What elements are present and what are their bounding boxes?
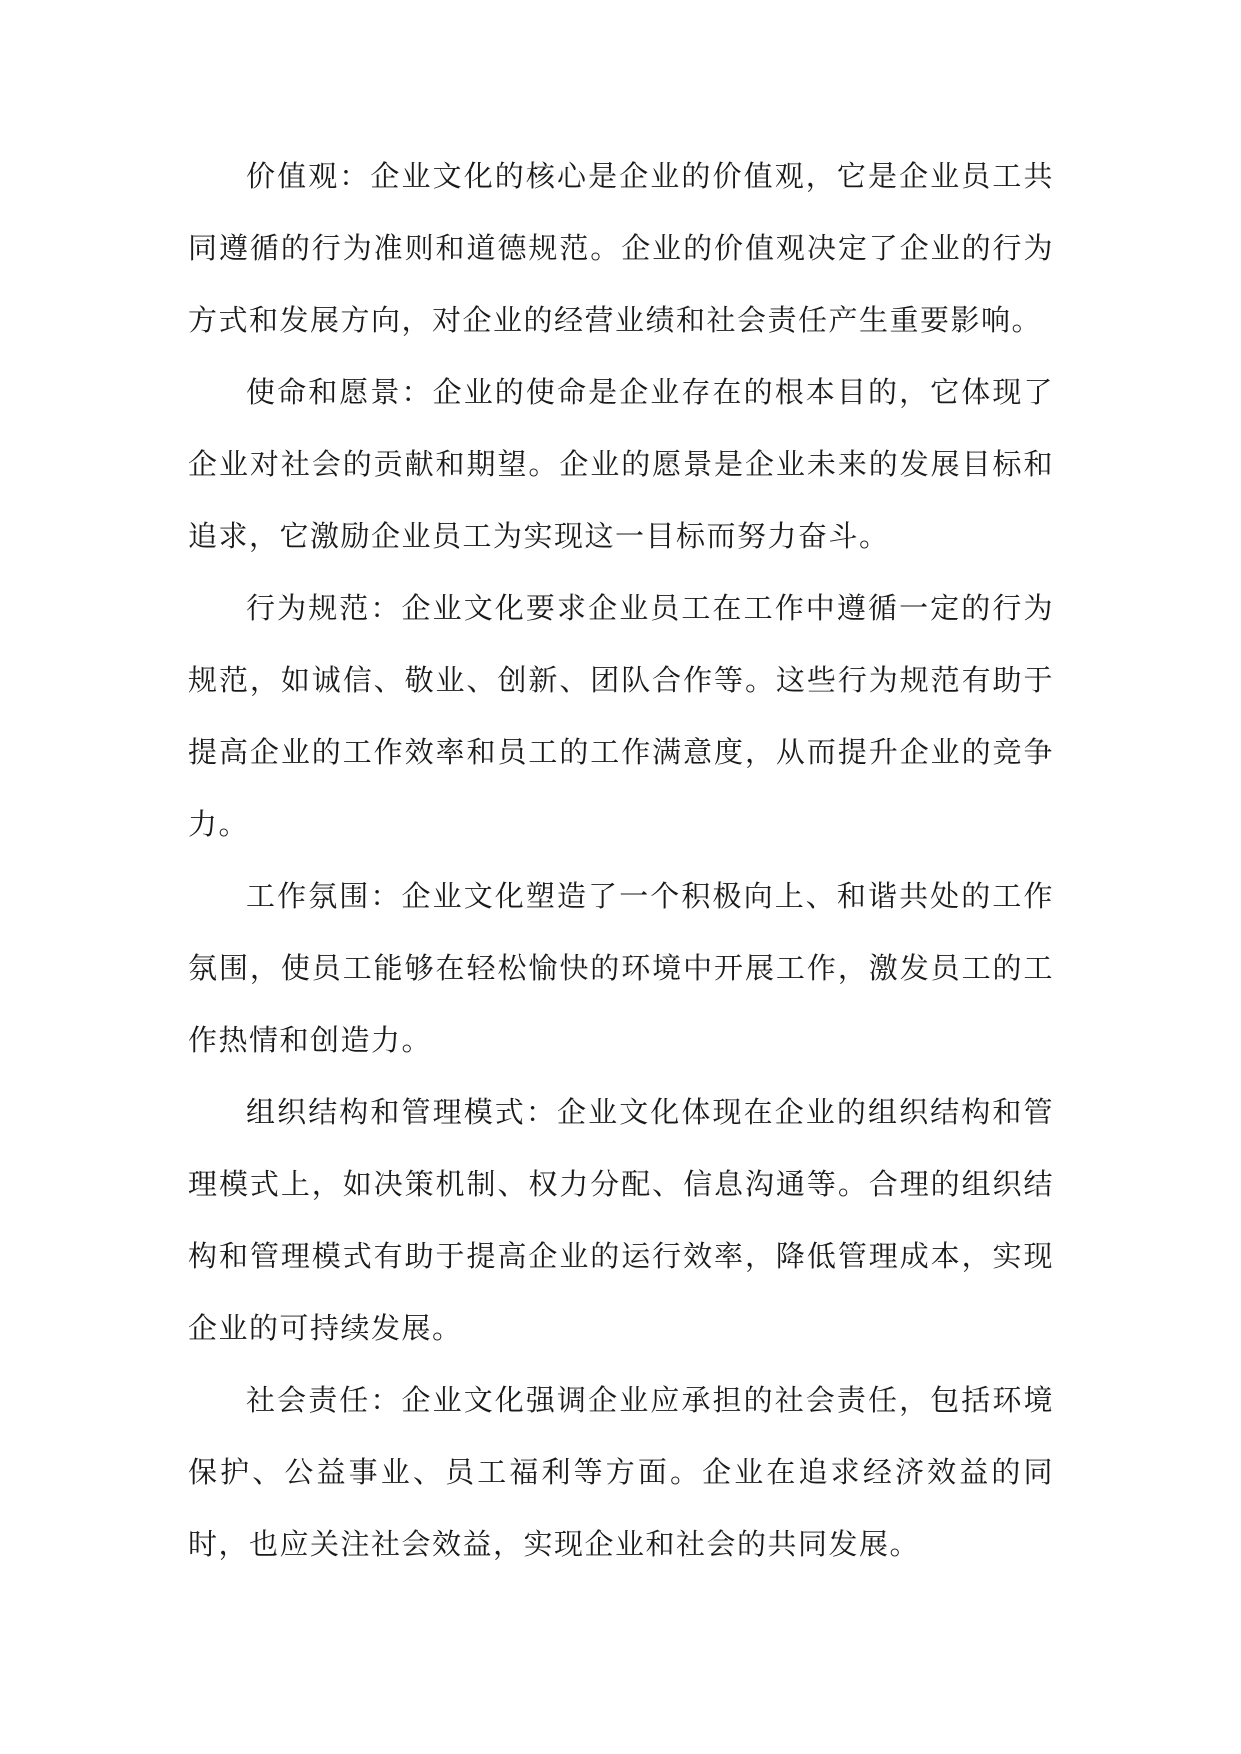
- paragraph-code-of-conduct: 行为规范：企业文化要求企业员工在工作中遵循一定的行为规范，如诚信、敬业、创新、团队合作等。这些行为规范有助于提高企业的工作效率和员工的工作满意度，从而提升企业的竞争力。: [188, 591, 1054, 841]
- paragraph-mission-vision: 使命和愿景：企业的使命是企业存在的根本目的，它体现了企业对社会的贡献和期望。企业的愿景是企业未来的发展目标和追求，它激励企业员工为实现这一目标而努力奋斗。: [188, 375, 1054, 553]
- paragraph-organization-management: 组织结构和管理模式：企业文化体现在企业的组织结构和管理模式上，如决策机制、权力分配、信息沟通等。合理的组织结构和管理模式有助于提高企业的运行效率，降低管理成本，实现企业的可持续发展。: [188, 1095, 1054, 1345]
- paragraph-values: 价值观：企业文化的核心是企业的价值观，它是企业员工共同遵循的行为准则和道德规范。企业的价值观决定了企业的行为方式和发展方向，对企业的经营业绩和社会责任产生重要影响。: [188, 159, 1054, 337]
- paragraph-work-atmosphere: 工作氛围：企业文化塑造了一个积极向上、和谐共处的工作氛围，使员工能够在轻松愉快的环境中开展工作，激发员工的工作热情和创造力。: [188, 879, 1054, 1057]
- paragraph-social-responsibility: 社会责任：企业文化强调企业应承担的社会责任，包括环境保护、公益事业、员工福利等方面。企业在追求经济效益的同时，也应关注社会效益，实现企业和社会的共同发展。: [188, 1383, 1054, 1561]
- document-body: [188, 140, 1054, 1580]
